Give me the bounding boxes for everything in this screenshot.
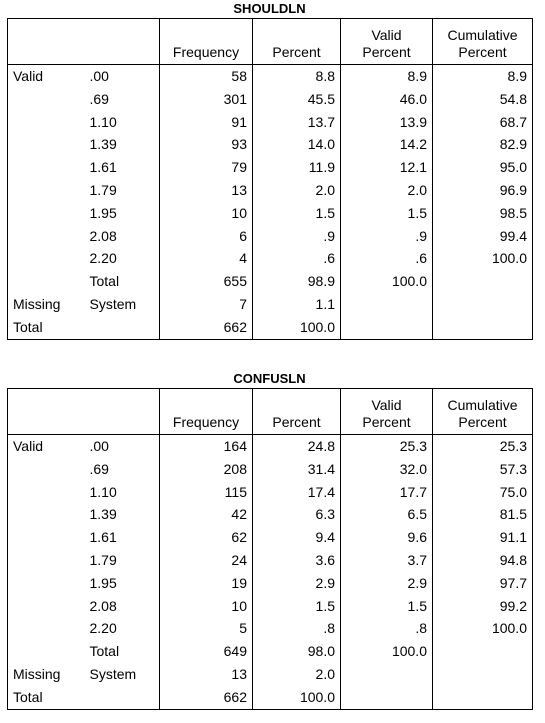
cell-cumulative-percent: 99.4 — [433, 225, 533, 248]
row-value-label: Total — [85, 640, 160, 663]
row-group-label — [8, 111, 85, 134]
row-value-label: 2.08 — [85, 595, 160, 618]
row-group-label — [8, 617, 85, 640]
header-valid-percent: Valid Percent — [341, 19, 433, 65]
cell-frequency: 115 — [160, 481, 253, 504]
cell-frequency: 79 — [160, 156, 253, 179]
table-row — [8, 458, 533, 481]
header-corner — [85, 389, 160, 435]
row-group-label — [8, 549, 85, 572]
cell-valid-percent: 32.0 — [341, 458, 433, 481]
row-group-label — [8, 133, 85, 156]
cell-percent: 1.5 — [253, 595, 341, 618]
header-percent: Percent — [253, 389, 341, 435]
row-group-label — [8, 458, 85, 481]
table-row — [8, 88, 533, 111]
table-row — [8, 179, 533, 202]
table-row — [8, 247, 533, 270]
table-row — [8, 481, 533, 504]
cell-frequency: 10 — [160, 595, 253, 618]
header-frequency: Frequency — [160, 19, 253, 65]
row-value-label: .00 — [85, 65, 160, 88]
row-value-label: System — [85, 293, 160, 316]
table-row — [8, 663, 533, 686]
frequency-table-shouldln — [7, 0, 532, 340]
row-group-label — [8, 247, 85, 270]
row-value-label: 2.20 — [85, 617, 160, 640]
row-value-label — [85, 316, 160, 339]
cell-frequency: 662 — [160, 316, 253, 339]
table-row — [8, 549, 533, 572]
row-value-label: 2.20 — [85, 247, 160, 270]
row-value-label: .69 — [85, 458, 160, 481]
table-row — [8, 435, 533, 458]
cell-frequency: 649 — [160, 640, 253, 663]
cell-cumulative-percent: 100.0 — [433, 617, 533, 640]
header-corner — [85, 19, 160, 65]
cell-percent: 6.3 — [253, 503, 341, 526]
row-value-label: 1.79 — [85, 179, 160, 202]
cell-percent: 2.0 — [253, 663, 341, 686]
cell-percent: 8.8 — [253, 65, 341, 88]
row-value-label: 1.61 — [85, 156, 160, 179]
cell-valid-percent: .9 — [341, 225, 433, 248]
header-frequency: Frequency — [160, 389, 253, 435]
cell-valid-percent: 17.7 — [341, 481, 433, 504]
cell-percent: 9.4 — [253, 526, 341, 549]
cell-valid-percent: .6 — [341, 247, 433, 270]
table-row — [8, 293, 533, 316]
row-group-label — [8, 270, 85, 293]
row-value-label: Total — [85, 270, 160, 293]
row-value-label: 1.95 — [85, 202, 160, 225]
header-cumulative-percent: Cumulative Percent — [433, 19, 533, 65]
cell-cumulative-percent: 94.8 — [433, 549, 533, 572]
cell-frequency: 208 — [160, 458, 253, 481]
header-valid-percent: Valid Percent — [341, 389, 433, 435]
cell-frequency: 662 — [160, 686, 253, 709]
cell-cumulative-percent — [433, 293, 533, 316]
cell-cumulative-percent: 100.0 — [433, 247, 533, 270]
cell-valid-percent: .8 — [341, 617, 433, 640]
cell-cumulative-percent: 96.9 — [433, 179, 533, 202]
cell-valid-percent: 8.9 — [341, 65, 433, 88]
header-percent: Percent — [253, 19, 341, 65]
cell-percent: 45.5 — [253, 88, 341, 111]
row-value-label: 1.39 — [85, 503, 160, 526]
cell-percent: 17.4 — [253, 481, 341, 504]
table-row — [8, 270, 533, 293]
header-row — [8, 389, 533, 435]
cell-cumulative-percent — [433, 663, 533, 686]
cell-cumulative-percent: 81.5 — [433, 503, 533, 526]
cell-percent: 2.9 — [253, 572, 341, 595]
table-row — [8, 617, 533, 640]
cell-cumulative-percent: 95.0 — [433, 156, 533, 179]
cell-frequency: 13 — [160, 663, 253, 686]
cell-valid-percent: 12.1 — [341, 156, 433, 179]
cell-cumulative-percent — [433, 270, 533, 293]
table-body — [8, 389, 533, 710]
header-cumulative-percent: Cumulative Percent — [433, 389, 533, 435]
table-row — [8, 686, 533, 709]
cell-frequency: 24 — [160, 549, 253, 572]
cell-valid-percent: 1.5 — [341, 202, 433, 225]
table-row — [8, 640, 533, 663]
table-row — [8, 595, 533, 618]
cell-percent: 3.6 — [253, 549, 341, 572]
cell-percent: 13.7 — [253, 111, 341, 134]
cell-frequency: 7 — [160, 293, 253, 316]
row-group-label — [8, 481, 85, 504]
cell-cumulative-percent: 82.9 — [433, 133, 533, 156]
cell-cumulative-percent: 75.0 — [433, 481, 533, 504]
cell-frequency: 93 — [160, 133, 253, 156]
table-row — [8, 202, 533, 225]
header-corner — [8, 19, 85, 65]
cell-valid-percent: 100.0 — [341, 640, 433, 663]
table-row — [8, 111, 533, 134]
row-value-label: 1.61 — [85, 526, 160, 549]
cell-cumulative-percent: 91.1 — [433, 526, 533, 549]
row-group-label: Valid — [8, 435, 85, 458]
cell-valid-percent: 2.0 — [341, 179, 433, 202]
table-row — [8, 503, 533, 526]
cell-frequency: 5 — [160, 617, 253, 640]
cell-cumulative-percent: 97.7 — [433, 572, 533, 595]
cell-frequency: 19 — [160, 572, 253, 595]
cell-valid-percent — [341, 293, 433, 316]
table-row — [8, 225, 533, 248]
row-group-label — [8, 179, 85, 202]
row-value-label — [85, 686, 160, 709]
table-row — [8, 156, 533, 179]
cell-frequency: 10 — [160, 202, 253, 225]
row-group-label: Missing — [8, 663, 85, 686]
row-value-label: System — [85, 663, 160, 686]
row-value-label: 1.79 — [85, 549, 160, 572]
cell-valid-percent: 13.9 — [341, 111, 433, 134]
table-title: CONFUSLN — [233, 371, 306, 386]
row-group-label — [8, 572, 85, 595]
row-group-label: Missing — [8, 293, 85, 316]
row-value-label: 1.10 — [85, 111, 160, 134]
table-row — [8, 526, 533, 549]
cell-frequency: 4 — [160, 247, 253, 270]
frequency-table — [7, 18, 533, 340]
cell-percent: 1.5 — [253, 202, 341, 225]
table-row — [8, 316, 533, 339]
row-group-label — [8, 640, 85, 663]
cell-valid-percent: 14.2 — [341, 133, 433, 156]
row-value-label: .69 — [85, 88, 160, 111]
row-group-label — [8, 595, 85, 618]
cell-cumulative-percent: 99.2 — [433, 595, 533, 618]
cell-valid-percent — [341, 686, 433, 709]
cell-percent: 11.9 — [253, 156, 341, 179]
row-value-label: 2.08 — [85, 225, 160, 248]
row-group-label — [8, 202, 85, 225]
cell-percent: 1.1 — [253, 293, 341, 316]
row-group-label: Valid — [8, 65, 85, 88]
table-row — [8, 133, 533, 156]
cell-frequency: 91 — [160, 111, 253, 134]
cell-cumulative-percent: 25.3 — [433, 435, 533, 458]
row-group-label — [8, 526, 85, 549]
header-corner — [8, 389, 85, 435]
cell-frequency: 62 — [160, 526, 253, 549]
cell-valid-percent: 6.5 — [341, 503, 433, 526]
cell-cumulative-percent: 98.5 — [433, 202, 533, 225]
cell-percent: .8 — [253, 617, 341, 640]
cell-frequency: 13 — [160, 179, 253, 202]
cell-frequency: 655 — [160, 270, 253, 293]
row-group-label — [8, 225, 85, 248]
cell-cumulative-percent: 68.7 — [433, 111, 533, 134]
cell-valid-percent: 1.5 — [341, 595, 433, 618]
cell-valid-percent — [341, 316, 433, 339]
cell-cumulative-percent — [433, 640, 533, 663]
cell-frequency: 6 — [160, 225, 253, 248]
cell-valid-percent: 46.0 — [341, 88, 433, 111]
table-body — [8, 19, 533, 340]
row-group-label — [8, 88, 85, 111]
cell-cumulative-percent: 54.8 — [433, 88, 533, 111]
cell-frequency: 164 — [160, 435, 253, 458]
cell-percent: .9 — [253, 225, 341, 248]
frequency-table-confusln — [7, 370, 532, 710]
row-group-label: Total — [8, 686, 85, 709]
row-value-label: .00 — [85, 435, 160, 458]
cell-valid-percent — [341, 663, 433, 686]
cell-valid-percent: 100.0 — [341, 270, 433, 293]
cell-cumulative-percent — [433, 686, 533, 709]
row-group-label: Total — [8, 316, 85, 339]
cell-percent: 14.0 — [253, 133, 341, 156]
cell-percent: 98.9 — [253, 270, 341, 293]
cell-cumulative-percent — [433, 316, 533, 339]
row-value-label: 1.95 — [85, 572, 160, 595]
cell-percent: 98.0 — [253, 640, 341, 663]
table-title: SHOULDLN — [233, 1, 306, 16]
cell-percent: 100.0 — [253, 686, 341, 709]
cell-percent: 100.0 — [253, 316, 341, 339]
row-group-label — [8, 503, 85, 526]
cell-percent: 31.4 — [253, 458, 341, 481]
cell-percent: 24.8 — [253, 435, 341, 458]
header-row — [8, 19, 533, 65]
cell-frequency: 301 — [160, 88, 253, 111]
cell-valid-percent: 25.3 — [341, 435, 433, 458]
cell-valid-percent: 9.6 — [341, 526, 433, 549]
cell-percent: .6 — [253, 247, 341, 270]
cell-frequency: 42 — [160, 503, 253, 526]
row-value-label: 1.10 — [85, 481, 160, 504]
row-value-label: 1.39 — [85, 133, 160, 156]
cell-valid-percent: 2.9 — [341, 572, 433, 595]
cell-cumulative-percent: 57.3 — [433, 458, 533, 481]
row-group-label — [8, 156, 85, 179]
frequency-table — [7, 388, 533, 710]
cell-cumulative-percent: 8.9 — [433, 65, 533, 88]
cell-valid-percent: 3.7 — [341, 549, 433, 572]
cell-frequency: 58 — [160, 65, 253, 88]
table-row — [8, 572, 533, 595]
table-row — [8, 65, 533, 88]
cell-percent: 2.0 — [253, 179, 341, 202]
